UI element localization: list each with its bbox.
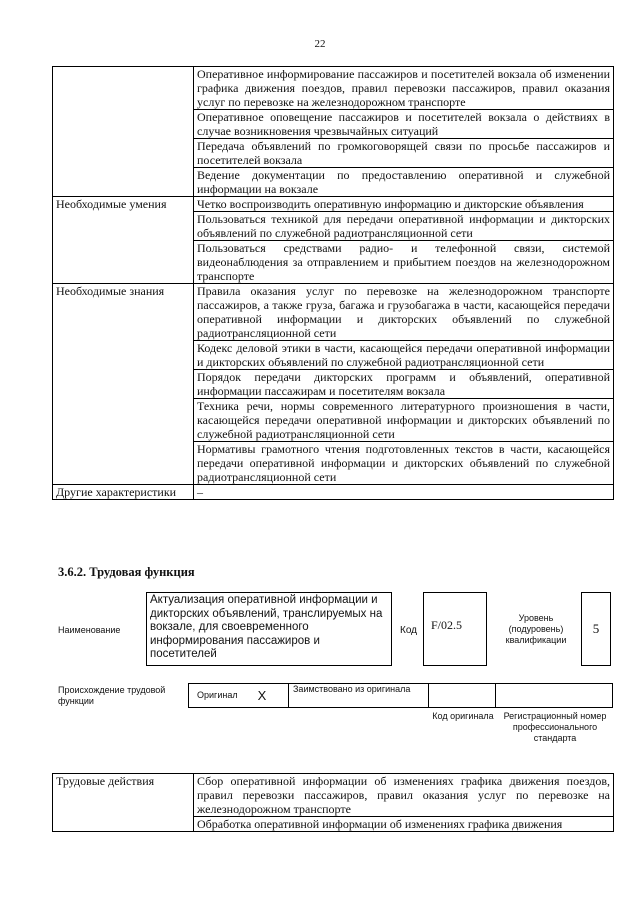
function-code-box: F/02.5: [423, 592, 487, 666]
skills-label: Необходимые умения: [53, 197, 194, 284]
table-cell: Кодекс деловой этики в части, касающейся передачи оперативной информации и дикторских объявлений по служебной радиотрансляционной сети: [194, 341, 614, 370]
table-cell: Правила оказания услуг по перевозке на железнодорожном транспорте пассажиров, а также груза, багажа и грузобагажа в части, касающейся передачи оперативной информации и дикторских объявлений по служебной радиотрансляционной сети: [194, 284, 614, 341]
skills-knowledge-table: [52, 66, 614, 500]
level-box: 5: [581, 592, 611, 666]
function-name-box: Актуализация оперативной информации и дикторских объявлений, транслируемых на вокзале, для своевременного информирования пассажиров и посетителей: [146, 592, 392, 666]
table-cell: Нормативы грамотного чтения подготовленных текстов в части, касающейся передачи оперативной информации и дикторских объявлений по служебной радиотрансляционной сети: [194, 442, 614, 485]
table-cell: Порядок передачи дикторских программ и объявлений, оперативной информации пассажирам и посетителям вокзала: [194, 370, 614, 399]
page-number: 22: [314, 38, 326, 50]
code-label: Код: [400, 625, 418, 636]
name-label: Наименование: [58, 625, 121, 635]
reg-number-caption: Регистрационный номер профессионального стандарта: [503, 711, 607, 743]
table-cell: Передача объявлений по громкоговорящей связи по просьбе пассажиров и посетителей вокзала: [194, 139, 614, 168]
actions-label: Трудовые действия: [53, 774, 194, 832]
borrowed-cell: [289, 684, 429, 707]
other-label: Другие характеристики: [53, 485, 194, 500]
original-cell: [189, 684, 289, 707]
table-cell: Пользоваться средствами радио- и телефонной связи, системой видеонаблюдения за отправлением и прибытием поездов на железнодорожном транспорте: [194, 241, 614, 284]
table-cell: Пользоваться техникой для передачи оперативной информации и дикторских объявлений по служебной радиотрансляционной сети: [194, 212, 614, 241]
table-cell: Ведение документации по предоставлению оперативной и служебной информации на вокзале: [194, 168, 614, 197]
table-cell: Обработка оперативной информации об изменениях графика движения: [194, 817, 614, 832]
origin-label: Происхождение трудовой функции: [58, 685, 166, 706]
empty-label-cell: [53, 67, 194, 197]
knowledge-label: Необходимые знания: [53, 284, 194, 485]
borrowed-label: Заимствовано из оригинала: [293, 684, 411, 694]
origin-row: [188, 683, 613, 708]
original-mark: X: [257, 688, 267, 703]
table-cell: Четко воспроизводить оперативную информацию и дикторские объявления: [194, 197, 614, 212]
table-cell: Сбор оперативной информации об изменениях графика движения поездов, правил перевозки пассажиров, правил оказания услуг по перевозке на железнодорожном транспорте: [194, 774, 614, 817]
reg-number-cell: [496, 684, 612, 707]
section-title: 3.6.2. Трудовая функция: [58, 565, 195, 579]
table-cell: Оперативное информирование пассажиров и посетителей вокзала об изменении графика движения поездов, правил перевозки пассажиров, правил оказания услуг по перевозке на железнодорожном транспорте: [194, 67, 614, 110]
code-original-cell: [429, 684, 496, 707]
level-label: Уровень (подуровень) квалификации: [505, 613, 567, 645]
code-original-caption: Код оригинала: [432, 711, 494, 721]
table-cell: Оперативное оповещение пассажиров и посетителей вокзала о действиях в случае возникновения чрезвычайных ситуаций: [194, 110, 614, 139]
table-cell: Техника речи, нормы современного литературного произношения в части, касающейся передачи оперативной информации и дикторских объявлений по служебной радиотрансляционной сети: [194, 399, 614, 442]
labor-actions-table: [52, 773, 614, 832]
other-value: –: [194, 485, 614, 500]
original-label: Оригинал: [197, 690, 238, 700]
